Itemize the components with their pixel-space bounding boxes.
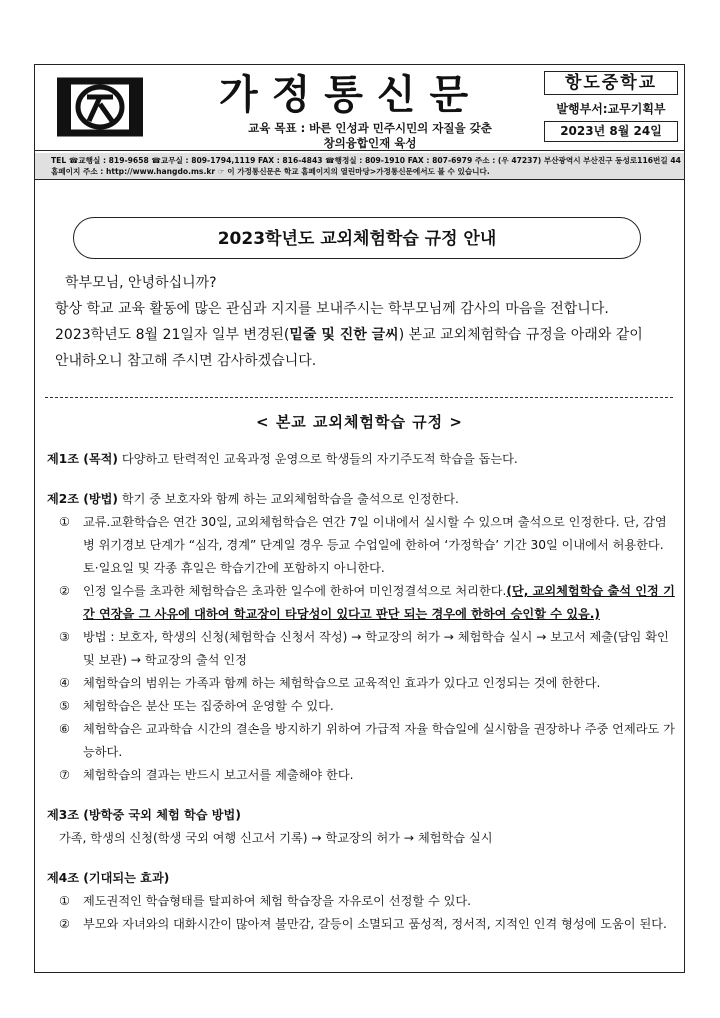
list-item: ⑥ 체험학습은 교과학습 시간의 결손을 방지하기 위하여 가급적 자율 학습일에 실시함을 권장하나 주중 언제라도 가능하다.	[59, 722, 675, 759]
intro-line-2: 항상 학교 교육 활동에 많은 관심과 지지를 보내주시는 학부모님께 감사의 마음을 전합니다.	[55, 301, 609, 317]
article-2-items	[47, 511, 677, 787]
list-item: ③ 방법 : 보호자, 학생의 신청(체험학습 신청서 작성) → 학교장의 허가 → 체험학습 실시 → 보고서 제출(담임 확인 및 보관) → 학교장의 출석 인정	[59, 630, 669, 667]
article-4	[47, 867, 677, 936]
list-item: ① 제도권적인 학습형태를 탈피하여 체험 학습장을 자유로이 선정할 수 있다.	[59, 894, 472, 908]
rules-heading: < 본교 교외체험학습 규정 >	[256, 413, 463, 431]
motto-line-2: 창의융합인재 육성	[323, 136, 417, 150]
school-logo-icon	[57, 77, 143, 137]
article-title: 제2조 (방법)	[47, 492, 118, 506]
article-2	[47, 488, 677, 787]
article-1	[47, 448, 677, 471]
article-4-items	[47, 890, 677, 936]
article-title: 제4조 (기대되는 효과)	[47, 871, 170, 885]
rules-body	[47, 448, 677, 953]
contact-line-2: 홈페이지 주소 : http://www.hangdo.ms.kr ☞ 이 가정통신문은 학교 홈페이지의 열린마당>가정통신문에서도 볼 수 있습니다.	[51, 167, 490, 176]
article-title: 제1조 (목적)	[47, 452, 118, 466]
school-info-box	[544, 71, 678, 145]
school-name: 항도중학교	[544, 71, 678, 95]
issue-date: 2023년 8월 24일	[544, 121, 678, 142]
emphasis-text: 밑줄 및 진한 글씨	[289, 327, 399, 343]
article-title: 제3조 (방학중 국외 체험 학습 방법)	[47, 808, 241, 822]
notice-title: 2023학년도 교외체험학습 규정 안내	[73, 217, 641, 259]
contact-line-1: TEL ☎교행실 : 819-9658 ☎교무실 : 809-1794,1119 FAX : 816-4843 ☎행정실 : 809-1910 FAX : 807-6979 주소 : (우 47237) 부산광역시 부산진구 동성로116번길 44	[51, 156, 681, 165]
list-item: ① 교류.교환학습은 연간 30일, 교외체험학습은 연간 7일 이내에서 실시할 수 있으며 출석으로 인정한다. 단, 감염병 위기경보 단계가 “심각, 경계” 단계일 경우 등교 수업일에 한하여 ‘가정학습’ 기간 30일 이내에서 허용한다. 토·일요일 및 각종 휴일은 학습기간에 포함하지 아니한다.	[59, 515, 667, 575]
newsletter-frame	[34, 64, 685, 973]
intro-line-4: 안내하오니 참고해 주시면 감사하겠습니다.	[55, 353, 317, 369]
article-body: 가족, 학생의 신청(학생 국외 여행 신고서 기록) → 학교장의 허가 → 체험학습 실시	[59, 831, 493, 845]
list-item: ② 부모와 자녀와의 대화시간이 많아져 불만감, 갈등이 소멸되고 품성적, 정서적, 지적인 인격 형성에 도움이 된다.	[59, 917, 667, 931]
greeting: 학부모님, 안녕하십니까?	[65, 275, 217, 291]
education-motto	[200, 121, 540, 151]
article-body: 학기 중 보호자와 함께 하는 교외체험학습을 출석으로 인정한다.	[117, 492, 459, 506]
list-item: ④ 체험학습의 범위는 가족과 함께 하는 체험학습으로 교육적인 효과가 있다고 인정되는 것에 한한다.	[59, 676, 601, 690]
contact-bar	[35, 153, 684, 180]
dashed-divider	[45, 397, 673, 398]
header	[35, 65, 684, 151]
newsletter-title: 가정통신문	[219, 72, 483, 118]
article-body: 다양하고 탄력적인 교육과정 운영으로 학생들의 자기주도적 학습을 돕는다.	[117, 452, 518, 466]
list-item: ⑤ 체험학습은 분산 또는 집중하여 운영할 수 있다.	[59, 699, 334, 713]
article-3	[47, 804, 677, 850]
publisher: 발행부서:교무기획부	[556, 102, 666, 116]
intro-text	[55, 270, 681, 374]
intro-line-3: 2023학년도 8월 21일자 일부 변경된(밑줄 및 진한 글씨) 본교 교외체험학습 규정을 아래와 같이	[55, 327, 643, 343]
list-item: ⑦ 체험학습의 결과는 반드시 보고서를 제출해야 한다.	[59, 768, 354, 782]
motto-line-1: 교육 목표 : 바른 인성과 민주시민의 자질을 갖춘	[248, 121, 492, 135]
list-item: ② 인정 일수를 초과한 체험학습은 초과한 일수에 한하여 미인정결석으로 처리한다.(단, 교외체험학습 출석 인정 기간 연장을 그 사유에 대하여 학교장이 타당성이 있다고 판단 되는 경우에 한하여 승인할 수 있음.)	[59, 584, 675, 621]
underlined-amendment: (단, 교외체험학습 출석 인정 기간 연장을 그 사유에 대하여 학교장이 타당성이 있다고 판단 되는 경우에 한하여 승인할 수 있음.)	[83, 584, 675, 621]
